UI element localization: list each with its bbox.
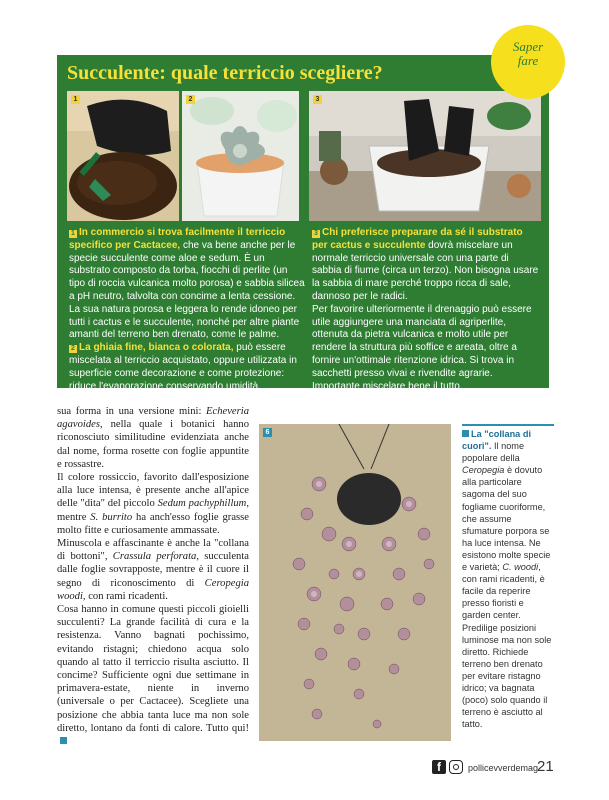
box-left-p2-bold: La ghiaia fine, bianca o colorata, bbox=[79, 342, 234, 354]
box-right-p1-body: dovrà miscelare un normale terriccio universale con una parte di sabbia di fiume (circa un terzo). Non bisogna usare la sabbia di mare perché troppo ricca di sale, dannoso per le radici. bbox=[312, 239, 539, 302]
photo-number-1: 1 bbox=[71, 95, 80, 104]
photo-number-2: 2 bbox=[186, 95, 195, 104]
bullet-number-1: 1 bbox=[69, 230, 77, 238]
photo-soil-trowel bbox=[67, 91, 179, 221]
article-column bbox=[57, 405, 249, 748]
photo-number-3: 3 bbox=[313, 95, 322, 104]
photo-number-6: 6 bbox=[263, 428, 272, 437]
social-handle: pollicevverdemag bbox=[468, 763, 539, 773]
end-of-article-mark bbox=[60, 737, 67, 744]
instagram-icon[interactable] bbox=[449, 760, 463, 774]
bullet-number-3: 3 bbox=[312, 230, 320, 238]
article-paragraph-3: Minuscola e affascinante è anche la "collana di bottoni", Crassula perforata, succulenta dalle foglie sovrapposte, mentre è il cuore il segno di riconoscimento di Ceropegia woodi, con rami ricadenti. bbox=[57, 538, 250, 602]
article-paragraph-4: Cosa hanno in comune questi piccoli gioielli succulenti? La grande facilità di cura e la resistenza. Vanno bagnati pochissimo, evitando ristagni; chiedono acqua solo quando al tatto il terriccio risulta asciutto. Il concime? Sufficiente ogni due settimane in primavera-estate, niente in inverno (universale o per Cactacee). Scegliete una posizione che abbia tanta luce ma non sole diretto, lontano da fonti di calore. Tutto qui! bbox=[57, 603, 249, 748]
box-text-right bbox=[312, 227, 540, 393]
article-paragraph-1: sua forma in una versione mini: Echeveria agavoides, nella quale i botanici hanno riconosciuto similitudine evidenziata anche dal nome, forma rosette con foglie appuntite e rossastre. bbox=[57, 406, 249, 470]
badge-line-2: fare bbox=[517, 53, 539, 68]
photo-soil-trowel-image bbox=[67, 91, 179, 221]
photo-echeveria-pot bbox=[182, 91, 299, 221]
bullet-number-2: 2 bbox=[69, 345, 77, 353]
page-number: 21 bbox=[537, 758, 554, 775]
box-text-left bbox=[69, 227, 305, 393]
facebook-icon[interactable]: f bbox=[432, 760, 446, 774]
feature-box-title: Succulente: quale terriccio scegliere? bbox=[67, 62, 383, 84]
photo-mixing-substrate bbox=[309, 91, 541, 221]
caption-marker bbox=[462, 430, 469, 437]
box-left-p1-bold: In commercio si trova facilmente il terriccio specifico per Cactacee, bbox=[69, 227, 286, 251]
saper-fare-badge bbox=[494, 28, 562, 96]
photo-ceropegia-hanging bbox=[259, 424, 451, 741]
article-paragraph-2: Il colore rossiccio, favorito dall'esposizione alla luce intensa, è presente anche all'apice delle "dita" del piccolo Sedum pachyphillum, mentre S. burrito ha anch'esso foglie grasse molto fitte e curiosamente ammassate. bbox=[57, 472, 249, 536]
page-footer bbox=[432, 758, 552, 778]
photo-mixing-image bbox=[309, 91, 541, 221]
photo-ceropegia-image bbox=[259, 424, 451, 741]
feature-box bbox=[57, 55, 549, 392]
box-right-p1-bold: Chi preferisce preparare da sé il substrato per cactus e succulente bbox=[312, 227, 523, 251]
badge-line-1: Saper bbox=[512, 39, 544, 54]
box-right-p2: Per favorire ulteriormente il drenaggio può essere utile aggiungere una manciata di agriperlite, ottenuta da pietra vulcanica e molto utile per rendere la struttura più soffice e areata, oltre a fornire un'ottimale ritenzione idrica. Si trova in sacchetti presso vivai e rivendite agrarie. Importante miscelare bene il tutto. bbox=[312, 303, 532, 392]
photo-echeveria-image bbox=[182, 91, 299, 221]
box-left-p2-body: può essere miscelata al terriccio acquistato, oppure utilizzata in superficie come decorazione e come protezione: riduce l'evaporazione conservando umidità. bbox=[69, 342, 297, 392]
box-left-p1-body: che va bene anche per le specie succulente come aloe e sedum. È un substrato composto da torba, fiocchi di perlite (un tipo di roccia vulcanica molto porosa) e sabbia silicea a pH neutro, talvolta con concime a lenta cessione. La sua natura porosa e leggera lo rende idoneo per tutti i cactus e le succulente, nonché per altre piante amanti del terreno ben drenato, come le palme. bbox=[69, 239, 305, 341]
caption-collana-di-cuori: La "collana di cuori". Il nome popolare della Ceropegia è dovuto alla particolare sagoma del suo fogliame cuoriforme, che assume sfumature porpora se ha luce intensa. Ne esistono molte specie e varietà; C. woodi, con rami ricadenti, è facile da reperire presso fioristi e garden center. Predilige posizioni luminose ma non sole diretto. Richiede terreno ben drenato per evitare ristagno idrico; va bagnata (poco) solo quando il terreno è asciutto al tatto. bbox=[462, 424, 554, 730]
caption-heading: La "collana di cuori". bbox=[462, 429, 532, 452]
